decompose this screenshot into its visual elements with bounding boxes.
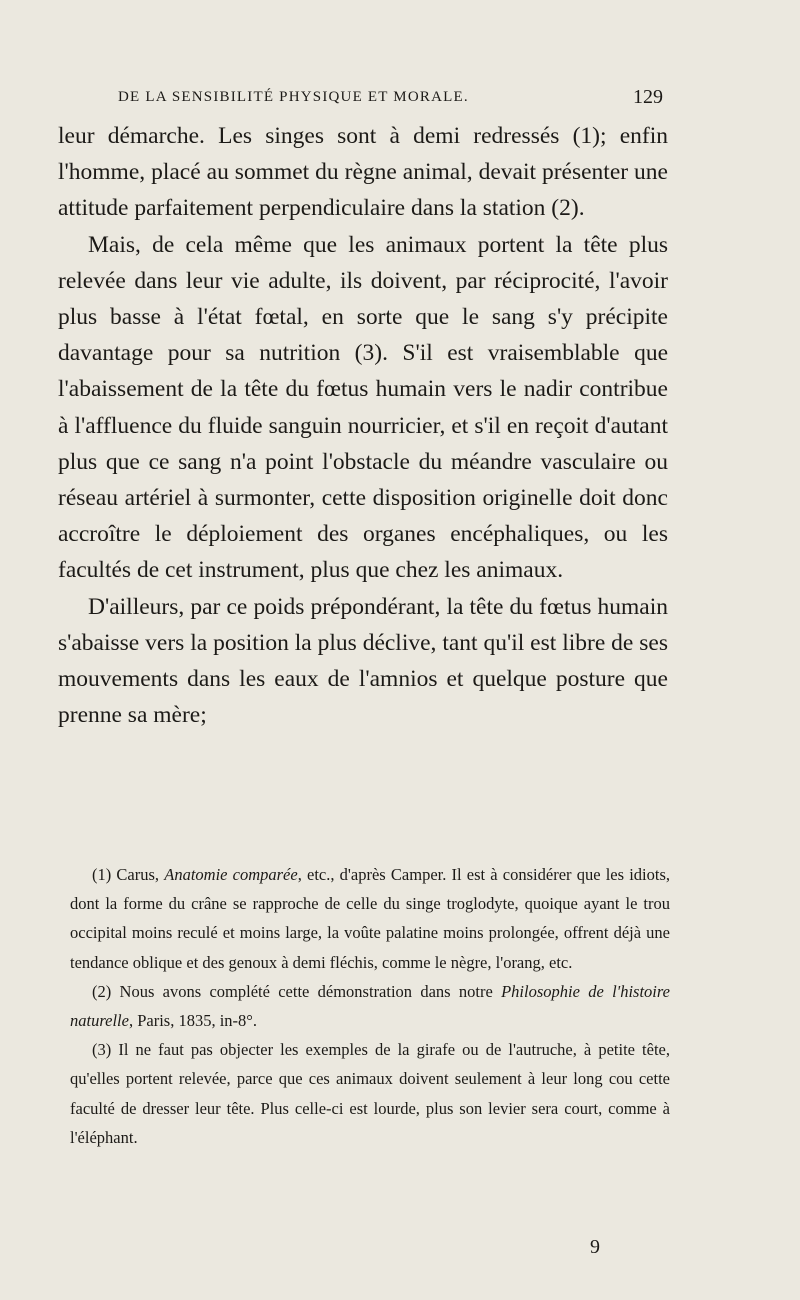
- footnote-2-lead: (2) Nous avons complété cette démonstration dans notre: [92, 981, 502, 1001]
- page-number: 129: [633, 86, 663, 108]
- signature-mark: 9: [590, 1236, 600, 1258]
- footnote-1-title: Anatomie comparée: [164, 865, 298, 884]
- paragraph-2: Mais, de cela même que les animaux portent la tête plus relevée dans leur vie adulte, ils doivent, par réciprocité, l'avoir plus basse à l'état fœtal, en sorte que le sang s'y précipite davantage pour sa nutrition (3). S'il est vraisemblable que l'abaissement de la tête du fœtus humain vers le nadir contribue à l'affluence du fluide sanguin nourricier, et s'il en reçoit d'autant plus que ce sang n'a point l'obstacle du méandre vasculaire ou réseau artériel à surmonter, cette disposition originelle doit donc accroître le déploiement des organes encéphaliques, ou les facultés de cet instrument, plus que chez les animaux.: [58, 231, 668, 584]
- page-header: [118, 84, 663, 110]
- main-text: [58, 118, 668, 733]
- running-title: DE LA SENSIBILITÉ PHYSIQUE ET MORALE.: [118, 89, 469, 105]
- paragraph-1: leur démarche. Les singes sont à demi redressés (1); enfin l'homme, placé au sommet du règne animal, devait présenter une attitude parfaitement perpendiculaire dans la station (2).: [58, 123, 668, 222]
- footnote-2-title: Philosophie de l'histoire naturelle: [70, 981, 671, 1031]
- footnote-1-lead: (1) Carus,: [92, 865, 165, 884]
- footnote-2-rest: , Paris, 1835, in-8°.: [128, 1011, 258, 1031]
- footnote-1: [70, 860, 670, 977]
- footnote-1-rest: , etc., d'après Camper. Il est à considérer que les idiots, dont la forme du crâne se rapproche de celle du singe troglodyte, quoique ayant le trou occipital moins reculé et moins large, la voûte palatine moins prolongée, offrent déjà une tendance oblique et des genoux à demi fléchis, comme le nègre, l'orang, etc.: [70, 865, 671, 972]
- paragraph-3: D'ailleurs, par ce poids prépondérant, la tête du fœtus humain s'abaisse vers la position la plus déclive, tant qu'il est libre de ses mouvements dans les eaux de l'amnios et quelque posture que prenne sa mère;: [58, 593, 668, 729]
- footnote-3: (3) Il ne faut pas objecter les exemples de la girafe ou de l'autruche, à petite tête, qu'elles portent relevée, parce que ces animaux doivent seulement à leur long cou cette faculté de dresser leur tête. Plus celle-ci est lourde, plus son levier sera court, comme à l'éléphant.: [70, 1040, 670, 1147]
- footnote-2: [70, 977, 670, 1035]
- footnotes: [70, 860, 670, 1152]
